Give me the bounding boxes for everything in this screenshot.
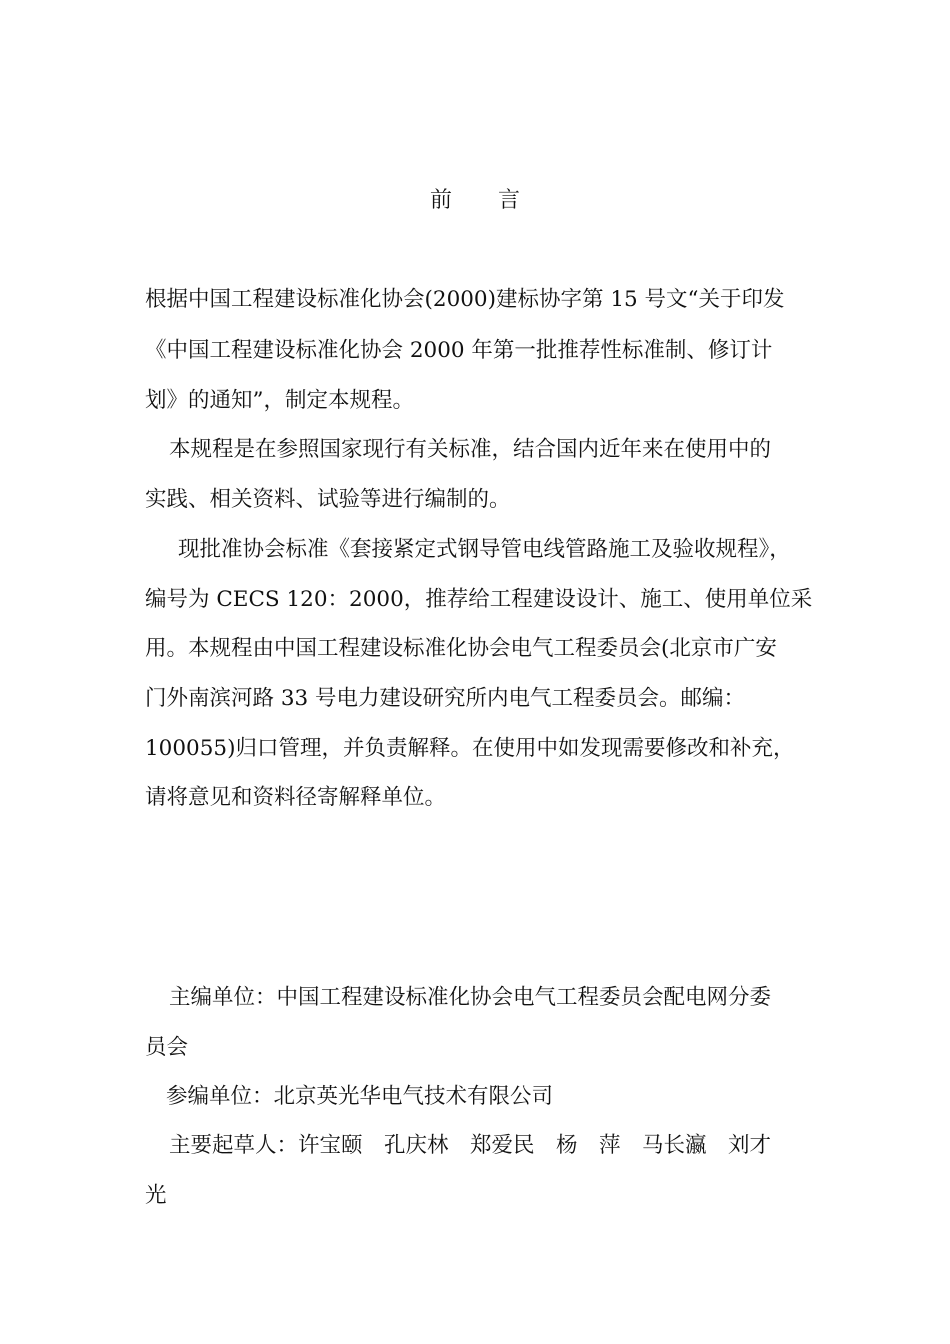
- credit-line: 员会: [145, 1035, 189, 1060]
- paragraph-line: 请将意见和资料径寄解释单位。: [145, 785, 447, 810]
- credit-line: 主要起草人：许宝颐 孔庆林 郑爱民 杨 萍 马长瀛 刘才: [169, 1133, 772, 1158]
- credit-line: 光: [145, 1183, 167, 1208]
- page-title: [0, 183, 950, 219]
- paragraph-line: 门外南滨河路 33 号电力建设研究所内电气工程委员会。邮编：: [145, 686, 746, 711]
- title-char-2: 言: [498, 188, 521, 213]
- paragraph-line: 实践、相关资料、试验等进行编制的。: [145, 487, 511, 512]
- title-char-1: 前: [429, 188, 452, 213]
- credit-line: 参编单位：北京英光华电气技术有限公司: [166, 1084, 554, 1109]
- paragraph-line: 本规程是在参照国家现行有关标准，结合国内近年来在使用中的: [169, 437, 772, 462]
- paragraph-line: 根据中国工程建设标准化协会(2000)建标协字第 15 号文“关于印发: [145, 287, 785, 312]
- paragraph-line: 编号为 CECS 120：2000，推荐给工程建设设计、施工、使用单位采: [145, 587, 813, 612]
- paragraph-line: 划》的通知”，制定本规程。: [145, 388, 414, 413]
- paragraph-line: 《中国工程建设标准化协会 2000 年第一批推荐性标准制、修订计: [145, 338, 773, 363]
- credit-line: 主编单位：中国工程建设标准化协会电气工程委员会配电网分委: [169, 985, 772, 1010]
- paragraph-line: 现批准协会标准《套接紧定式钢导管电线管路施工及验收规程》，: [178, 537, 791, 562]
- paragraph-line: 100055)归口管理，并负责解释。在使用中如发现需要修改和补充，: [145, 736, 795, 761]
- paragraph-line: 用。本规程由中国工程建设标准化协会电气工程委员会(北京市广安: [145, 636, 777, 661]
